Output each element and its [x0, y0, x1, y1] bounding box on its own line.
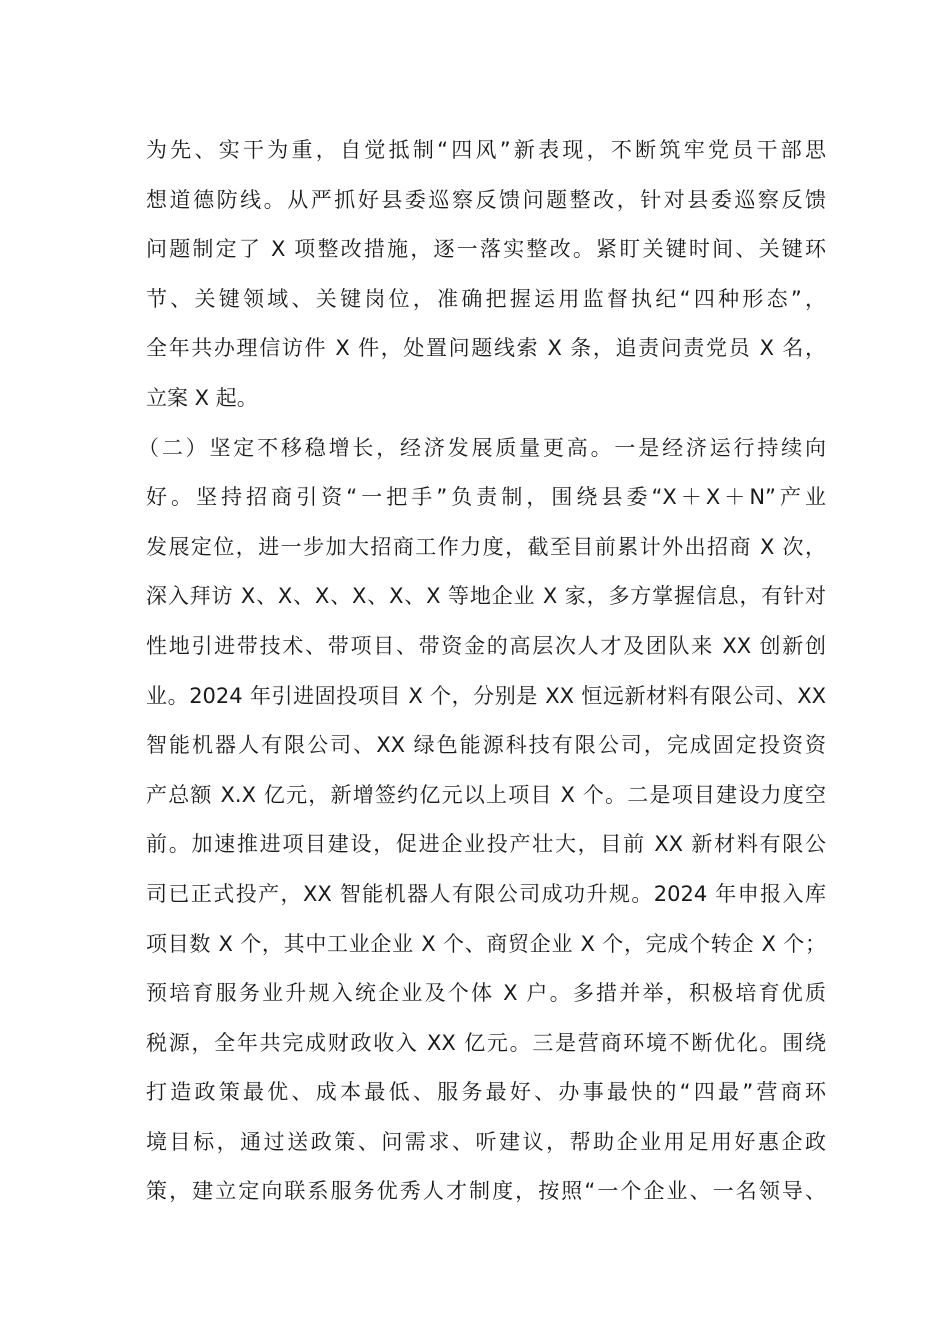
text-line: 策，建立定向联系服务优秀人才制度，按照“一个企业、一名领导、	[146, 1179, 826, 1204]
text-line: 好。坚持招商引资“一把手”负责制，围绕县委“X＋X＋N”产业	[146, 485, 826, 510]
text-line: 智能机器人有限公司、XX 绿色能源科技有限公司，完成固定投资资	[146, 733, 826, 758]
text-line: 深入拜访 X、X、X、X、X、X 等地企业 X 家，多方掌握信息，有针对	[146, 584, 826, 609]
text-line: 税源，全年共完成财政收入 XX 亿元。三是营商环境不断优化。围绕	[146, 1030, 826, 1055]
text-line: 节、关键领域、关键岗位，准确把握运用监督执纪“四种形态”，	[146, 286, 826, 311]
text-line: 全年共办理信访件 X 件，处置问题线索 X 条，追责问责党员 X 名，	[146, 336, 826, 361]
text-line: 想道德防线。从严抓好县委巡察反馈问题整改，针对县委巡察反馈	[146, 187, 826, 212]
text-line: 打造政策最优、成本最低、服务最好、办事最快的“四最”营商环	[146, 1080, 826, 1105]
text-line: 司已正式投产，XX 智能机器人有限公司成功升规。2024 年申报入库	[146, 881, 826, 906]
text-line: 业。2024 年引进固投项目 X 个，分别是 XX 恒远新材料有限公司、XX	[146, 683, 826, 708]
section-heading-line: （二）坚定不移稳增长，经济发展质量更高。一是经济运行持续向	[138, 435, 826, 460]
paragraph-economic-growth	[138, 424, 826, 1218]
text-line: 发展定位，进一步加大招商工作力度，截至目前累计外出招商 X 次，	[146, 534, 826, 559]
text-line: 立案 X 起。	[146, 385, 258, 410]
text-line: 为先、实干为重，自觉抵制“四风”新表现，不断筑牢党员干部思	[146, 138, 826, 162]
text-line: 境目标，通过送政策、问需求、听建议，帮助企业用足用好惠企政	[146, 1129, 826, 1154]
text-line: 产总额 X.X 亿元，新增签约亿元以上项目 X 个。二是项目建设力度空	[146, 782, 826, 807]
document-body	[138, 126, 826, 1217]
text-line: 项目数 X 个，其中工业企业 X 个、商贸企业 X 个，完成个转企 X 个；	[146, 931, 826, 956]
paragraph-party-conduct	[146, 126, 826, 424]
text-line: 性地引进带技术、带项目、带资金的高层次人才及团队来 XX 创新创	[146, 633, 826, 658]
text-line: 问题制定了 X 项整改措施，逐一落实整改。紧盯关键时间、关键环	[146, 237, 826, 262]
text-line: 前。加速推进项目建设，促进企业投产壮大，目前 XX 新材料有限公	[146, 832, 826, 857]
text-line: 预培育服务业升规入统企业及个体 X 户。多措并举，积极培育优质	[146, 981, 826, 1006]
